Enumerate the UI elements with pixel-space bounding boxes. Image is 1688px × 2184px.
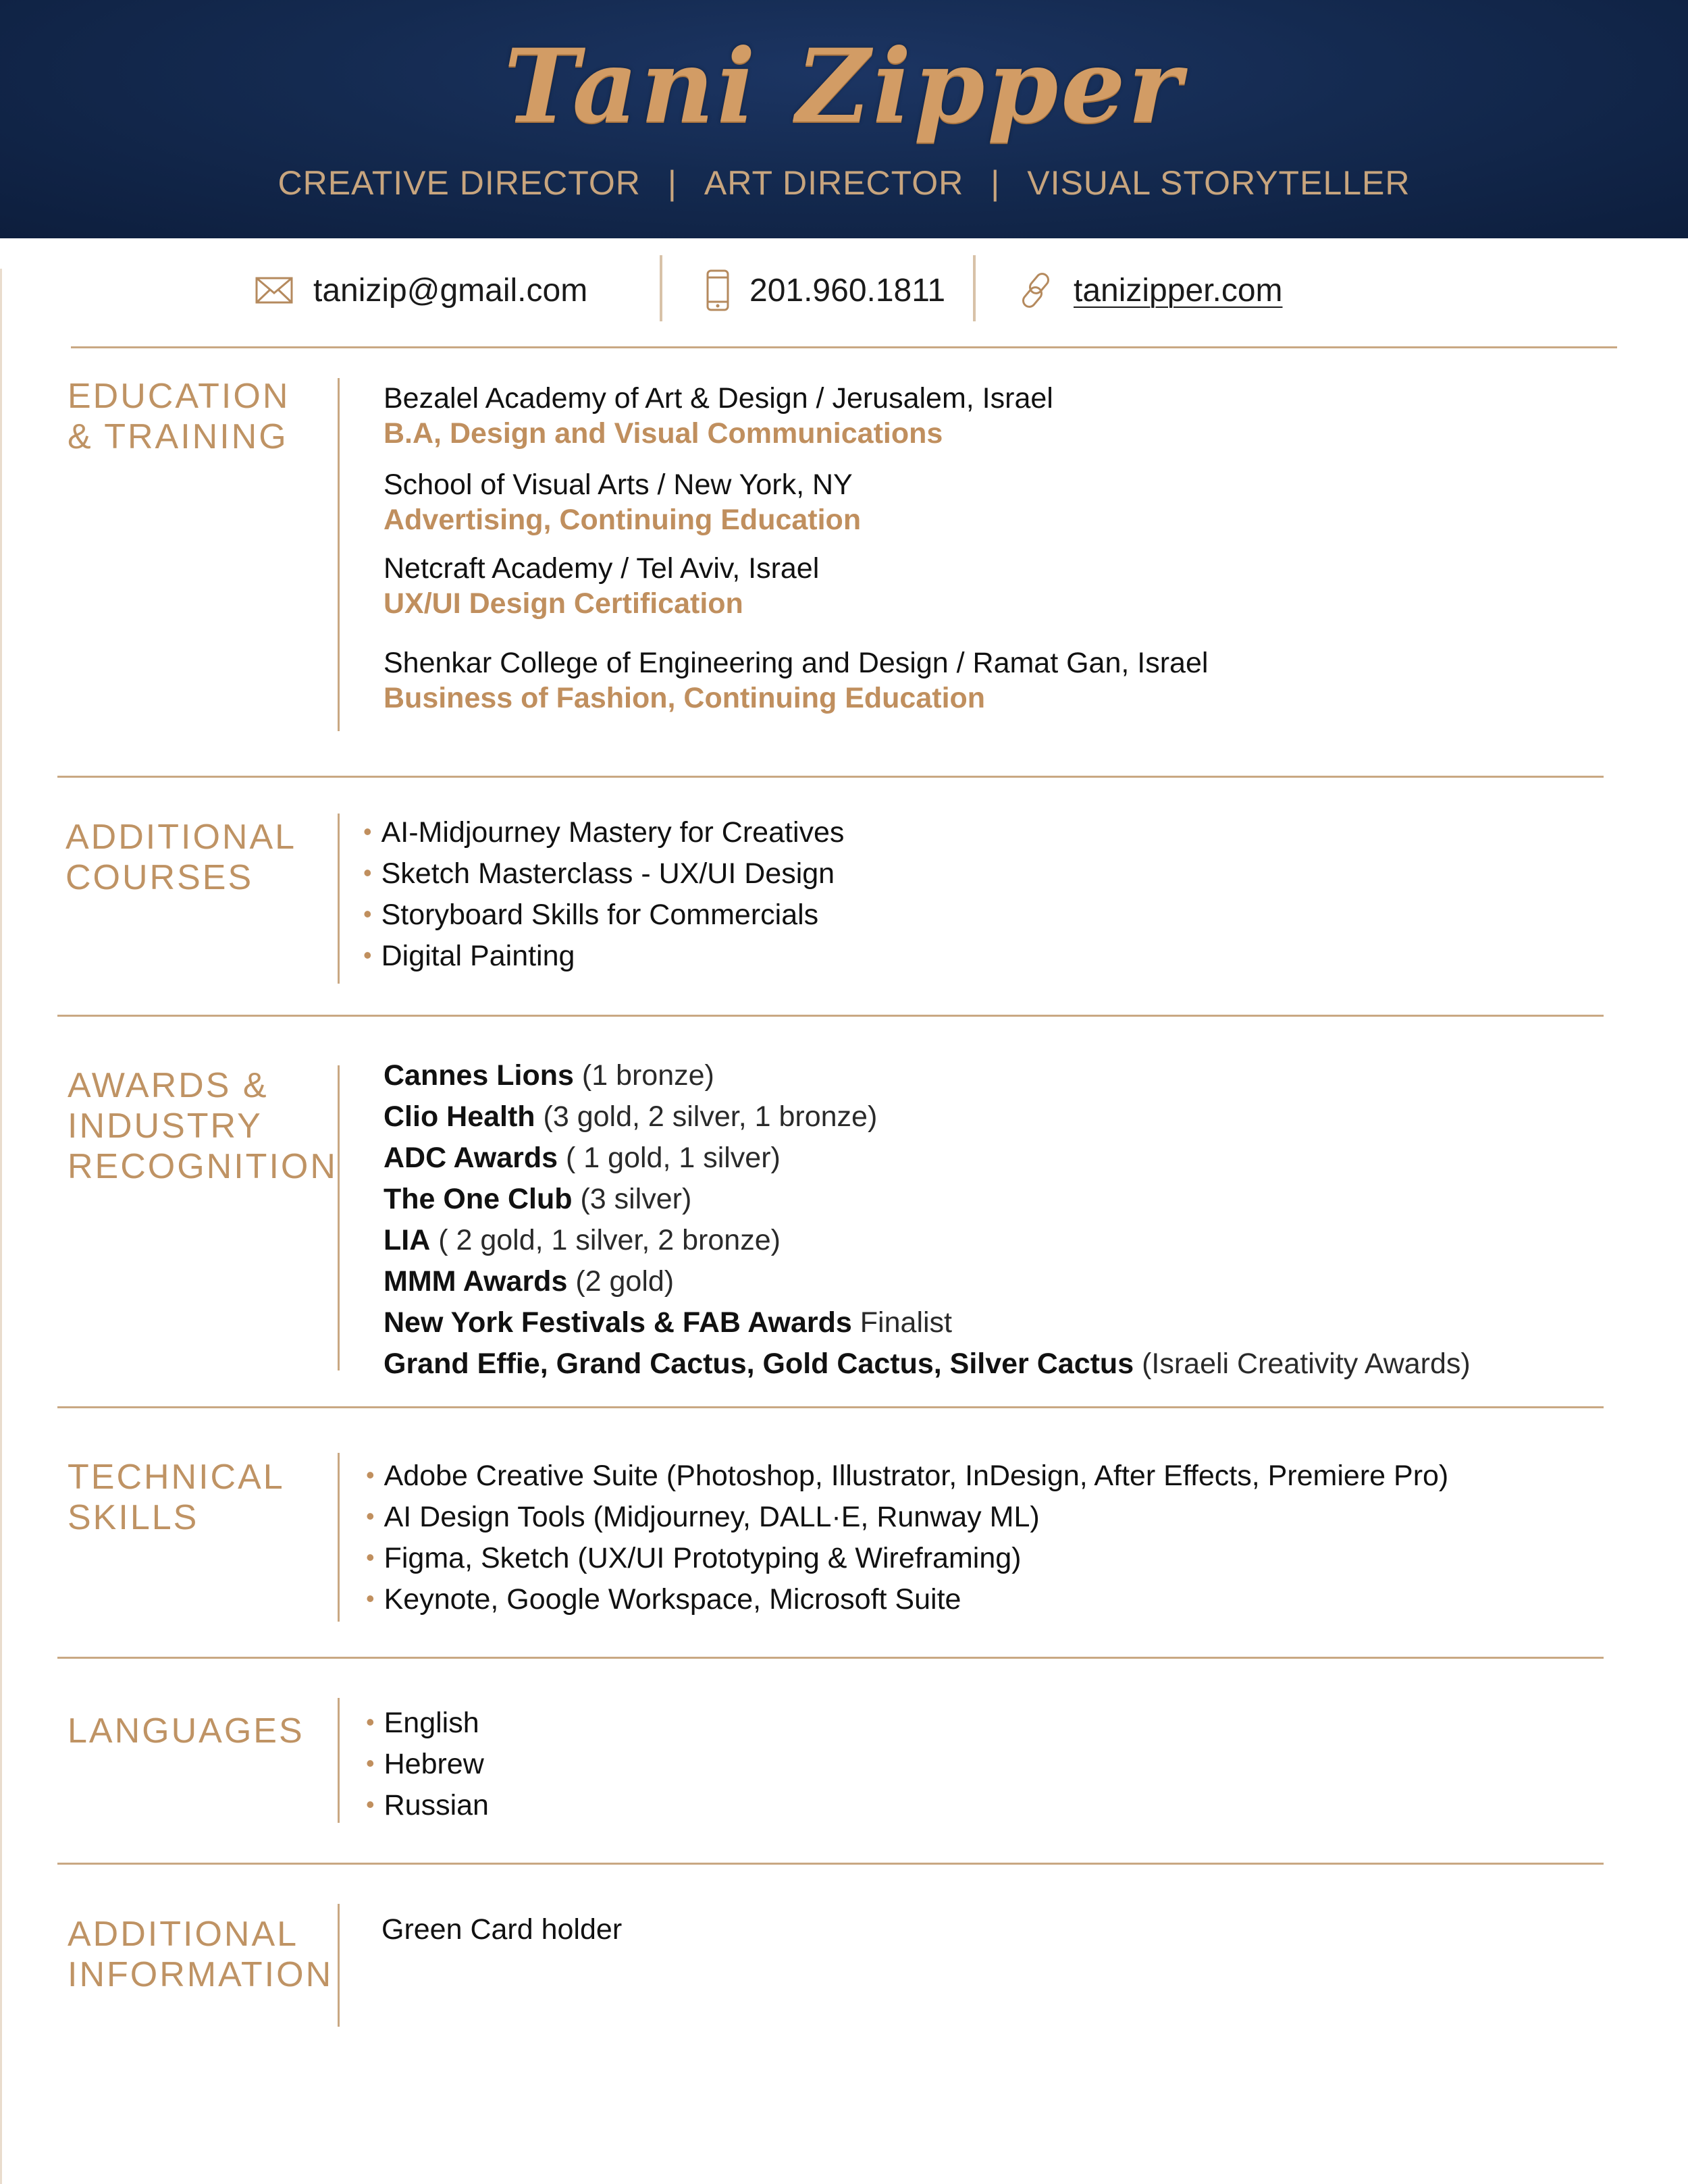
award-item (384, 1302, 1471, 1343)
section-vertical-rule (338, 814, 340, 984)
award-name: The One Club (384, 1183, 573, 1215)
award-item (384, 1261, 1471, 1302)
label-line: INDUSTRY (68, 1107, 263, 1146)
label-line: INFORMATION (68, 1955, 334, 1994)
bullet-icon: • (363, 859, 372, 886)
courses-list (363, 812, 844, 977)
page-left-rule (0, 269, 2, 2184)
list-item (363, 936, 844, 977)
list-item (366, 1744, 489, 1785)
label-line: EDUCATION (68, 377, 290, 416)
role-creative-director: CREATIVE DIRECTOR (278, 164, 641, 202)
section-label-awards (68, 1065, 338, 1187)
contact-phone[interactable] (706, 253, 945, 327)
role-separator: | (667, 164, 677, 202)
label-line: AWARDS & (68, 1066, 269, 1105)
section-vertical-rule (338, 1065, 340, 1370)
education-list (384, 381, 1208, 716)
list-item-text: AI Design Tools (Midjourney, DALL·E, Runway ML) (384, 1501, 1040, 1533)
award-detail: (1 bronze) (573, 1059, 714, 1092)
bullet-icon: • (363, 818, 372, 845)
education-institution: Netcraft Academy / Tel Aviv, Israel (384, 552, 820, 585)
education-institution: Bezalel Academy of Art & Design / Jerusalem, Israel (384, 382, 1053, 415)
email-address: tanizip@gmail.com (313, 272, 588, 309)
envelope-icon (255, 277, 293, 304)
bullet-icon: • (366, 1708, 375, 1736)
label-line: ADDITIONAL (65, 818, 297, 857)
section-label-additional (68, 1914, 333, 1995)
list-item (366, 1456, 1448, 1497)
list-item (366, 1703, 489, 1744)
bullet-icon: • (363, 900, 372, 928)
list-item-text: Adobe Creative Suite (Photoshop, Illustrator, InDesign, After Effects, Premiere Pro) (384, 1460, 1449, 1492)
label-line: RECOGNITION (68, 1147, 338, 1186)
phone-number: 201.960.1811 (749, 272, 946, 309)
section-vertical-rule (338, 1698, 340, 1823)
list-item (366, 1785, 489, 1826)
section-label-courses (65, 817, 296, 898)
additional-info (381, 1909, 622, 1950)
role-art-director: ART DIRECTOR (704, 164, 964, 202)
award-detail: (2 gold) (567, 1265, 675, 1298)
award-detail: Finalist (851, 1306, 952, 1339)
award-detail: (3 gold, 2 silver, 1 bronze) (535, 1100, 878, 1133)
list-item (366, 1538, 1448, 1579)
list-item-text: Keynote, Google Workspace, Microsoft Suite (384, 1583, 961, 1616)
education-degree: Advertising, Continuing Education (384, 504, 862, 536)
section-vertical-rule (338, 1904, 340, 2027)
bullet-icon: • (366, 1543, 375, 1571)
divider (57, 1015, 1604, 1017)
label-line: SKILLS (68, 1498, 199, 1537)
award-name: Grand Effie, Grand Cactus, Gold Cactus, Silver Cactus (384, 1348, 1134, 1380)
award-item (384, 1138, 1471, 1179)
award-name: LIA (384, 1224, 431, 1256)
website-link[interactable]: tanizipper.com (1074, 272, 1283, 309)
award-item (384, 1179, 1471, 1220)
section-vertical-rule (338, 1453, 340, 1622)
label-line: LANGUAGES (68, 1711, 305, 1751)
divider (57, 776, 1604, 778)
award-item (384, 1055, 1471, 1096)
award-name: Cannes Lions (384, 1059, 574, 1092)
education-degree: Business of Fashion, Continuing Education (384, 682, 986, 714)
bullet-icon: • (366, 1584, 375, 1612)
header-banner (0, 0, 1688, 238)
list-item (363, 895, 844, 936)
award-detail: ( 1 gold, 1 silver) (558, 1142, 781, 1174)
award-detail: (Israeli Creativity Awards) (1134, 1348, 1471, 1380)
skills-list (366, 1456, 1448, 1620)
list-item-text: Hebrew (384, 1748, 484, 1780)
divider (57, 1863, 1604, 1865)
award-item (384, 1343, 1471, 1385)
award-item (384, 1096, 1471, 1138)
label-line: & TRAINING (68, 417, 288, 456)
contact-website[interactable] (1018, 253, 1283, 327)
list-item-text: Storyboard Skills for Commercials (381, 899, 819, 931)
award-name: ADC Awards (384, 1142, 558, 1174)
list-item-text: Russian (384, 1789, 489, 1821)
education-degree: B.A, Design and Visual Communications (384, 417, 943, 450)
list-item-text: AI-Midjourney Mastery for Creatives (381, 816, 845, 849)
additional-info-text: Green Card holder (381, 1913, 623, 1946)
role-separator: | (991, 164, 1001, 202)
languages-list (366, 1703, 489, 1826)
bullet-icon: • (366, 1749, 375, 1777)
label-line: TECHNICAL (68, 1458, 285, 1497)
bullet-icon: • (366, 1502, 375, 1530)
role-subtitle (0, 163, 1688, 203)
bullet-icon: • (366, 1461, 375, 1489)
award-name: Clio Health (384, 1100, 535, 1133)
contact-email[interactable] (255, 253, 587, 327)
contact-divider (660, 255, 662, 321)
divider (57, 1406, 1604, 1408)
award-name: New York Festivals & FAB Awards (384, 1306, 852, 1339)
award-item (384, 1220, 1471, 1261)
link-icon (1018, 270, 1053, 311)
list-item (366, 1579, 1448, 1620)
contact-divider (973, 255, 976, 321)
list-item (363, 812, 844, 853)
label-line: ADDITIONAL (68, 1915, 299, 1954)
award-name: MMM Awards (384, 1265, 568, 1298)
award-detail: ( 2 gold, 1 silver, 2 bronze) (430, 1224, 781, 1256)
section-label-skills (68, 1457, 285, 1538)
section-vertical-rule (338, 378, 340, 731)
list-item-text: Figma, Sketch (UX/UI Prototyping & Wireframing) (384, 1542, 1022, 1574)
candidate-name: Tani Zipper (504, 27, 1184, 146)
award-detail: (3 silver) (572, 1183, 692, 1215)
bullet-icon: • (366, 1790, 375, 1818)
list-item (363, 853, 844, 895)
divider (71, 346, 1617, 348)
divider (57, 1657, 1604, 1659)
bullet-icon: • (363, 941, 372, 969)
smartphone-icon (706, 269, 729, 311)
label-line: COURSES (65, 858, 254, 897)
section-label-education (68, 376, 290, 457)
section-label-languages (68, 1711, 305, 1751)
list-item-text: Sketch Masterclass - UX/UI Design (381, 857, 835, 890)
awards-list (384, 1055, 1471, 1385)
education-degree: UX/UI Design Certification (384, 587, 743, 620)
role-visual-storyteller: VISUAL STORYTELLER (1027, 164, 1410, 202)
list-item-text: Digital Painting (381, 940, 575, 972)
list-item (366, 1497, 1448, 1538)
list-item-text: English (384, 1707, 479, 1739)
education-institution: Shenkar College of Engineering and Design / Ramat Gan, Israel (384, 647, 1209, 679)
education-institution: School of Visual Arts / New York, NY (384, 469, 853, 501)
